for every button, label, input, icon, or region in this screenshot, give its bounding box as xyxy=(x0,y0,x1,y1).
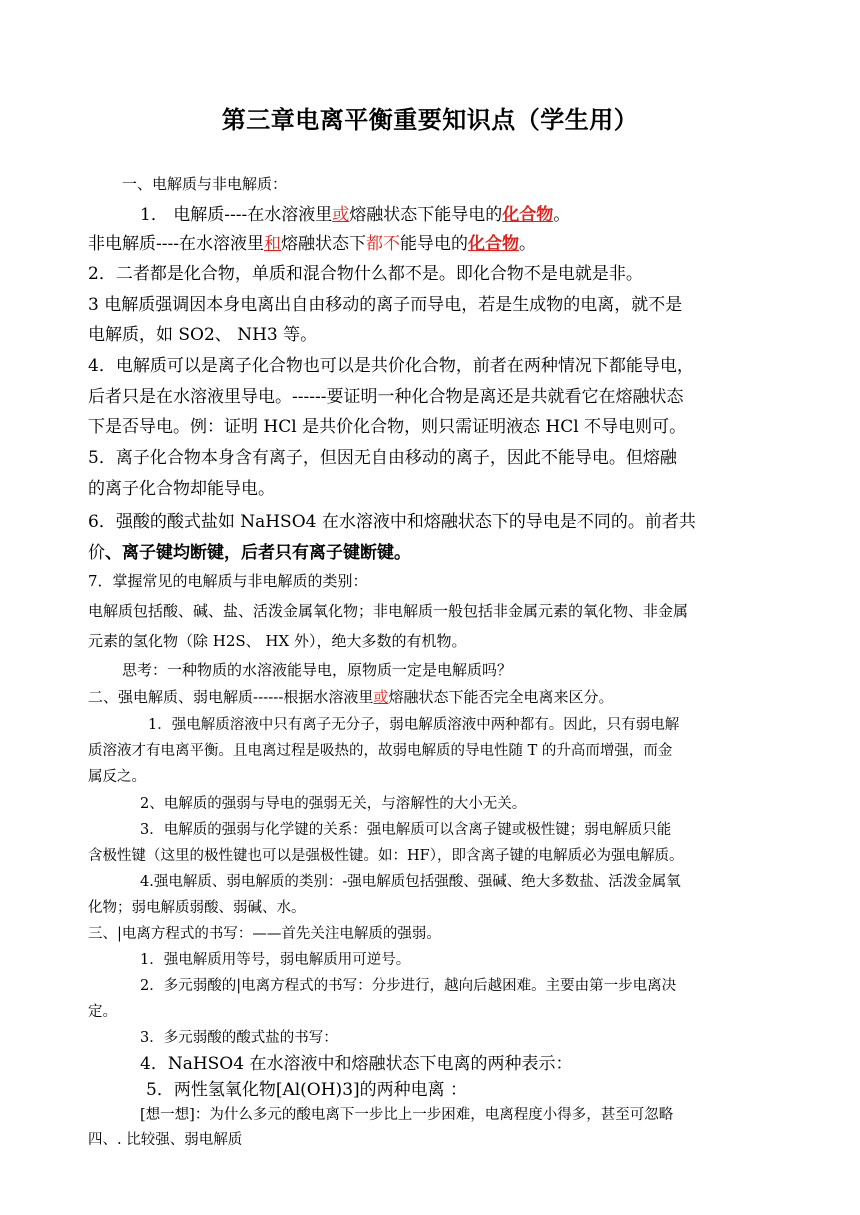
s1-p1-part-c: 熔融状态下能导电的 xyxy=(349,205,503,225)
s3-point-4: 4．NaHSO4 在水溶液中和熔融状态下电离的两种表示： xyxy=(140,1054,573,1074)
s2-point-4-line-2: 化物；弱电解质弱酸、弱碱、水。 xyxy=(88,900,306,916)
s2-point-1-line-3: 属反之。 xyxy=(88,769,146,785)
s3-point-5: 5．两性氢氧化物[Al(OH)3]的两种电离 ： xyxy=(146,1080,468,1100)
s3-point-1: 1．强电解质用等号，弱电解质用可逆号。 xyxy=(140,952,411,968)
s3-think: [想一想]：为什么多元的酸电离下一步比上一步困难，电离程度小得多，甚至可忽略 xyxy=(140,1107,674,1123)
s1-point-4-line-1: 4．电解质可以是离子化合物也可以是共价化合物，前者在两种情况下都能导电， xyxy=(88,356,694,376)
s2-heading-part-a: 二、强电解质、弱电解质------根据水溶液里 xyxy=(88,688,374,706)
page-title: 第三章电离平衡重要知识点（学生用） xyxy=(221,106,639,134)
s2-point-2: 2、电解质的强弱与导电的强弱无关，与溶解性的大小无关。 xyxy=(140,796,527,812)
s1-point-1 xyxy=(140,200,570,225)
s1-think: 思考：一种物质的水溶液能导电，原物质一定是电解质吗？ xyxy=(122,661,513,679)
s2-point-3-line-1: 3．电解质的强弱与化学键的关系：强电解质可以含离子键或极性键；弱电解质只能 xyxy=(140,822,672,838)
s2-heading-or: 或 xyxy=(373,688,389,706)
s1-point-6-line-1: 6．强酸的酸式盐如 NaHSO4 在水溶液中和熔融状态下的导电是不同的。前者共 xyxy=(88,512,696,532)
s1-p1b-compound: 化合物 xyxy=(467,234,519,254)
s1-p1b-neither: 都不 xyxy=(365,234,400,254)
s1-p1-part-a: 1． 电解质----在水溶液里 xyxy=(140,205,333,225)
s1-point-5-line-1: 5．离子化合物本身含有离子，但因无自由移动的离子，因此不能导电。但熔融 xyxy=(88,448,677,468)
s1-p1-end: 。 xyxy=(553,205,571,225)
s1-point-2: 2．二者都是化合物，单质和混合物什么都不是。即化合物不是电就是非。 xyxy=(88,264,643,284)
s3-point-2-line-2: 定。 xyxy=(88,1004,117,1020)
s1-p1-or: 或 xyxy=(332,205,350,225)
s1-p6-part-b: 、离子键均断键，后者只有离子键断键。 xyxy=(105,543,411,563)
s2-point-4-line-1: 4.强电解质、弱电解质的类别：-强电解质包括强酸、强碱、绝大多数盐、活泼金属氧 xyxy=(140,874,681,890)
section-4-heading: 四、. 比较强、弱电解质 xyxy=(88,1132,243,1148)
s3-point-2-line-1: 2．多元弱酸的|电离方程式的书写：分步进行，越向后越困难。主要由第一步电离决 xyxy=(140,978,677,994)
s1-p1b-end: 。 xyxy=(518,234,536,254)
s1-point-6-line-2 xyxy=(88,538,411,563)
s1-p1b-part-c: 熔融状态下 xyxy=(280,234,366,254)
s1-p1-compound: 化合物 xyxy=(502,205,554,225)
section-1-heading: 一、电解质与非电解质： xyxy=(122,175,288,193)
s1-point-4-line-2: 后者只是在水溶液里导电。------要证明一种化合物是离还是共就看它在熔融状态 xyxy=(88,387,684,407)
s1-p1b-part-e: 能导电的 xyxy=(399,234,468,254)
s2-point-3-line-2: 含极性键（这里的极性键也可以是强极性键。如：HF），即含离子键的电解质必为强电解质。 xyxy=(88,848,684,864)
s2-point-1-line-2: 质溶液才有电离平衡。且电离过程是吸热的，故弱电解质的导电性随 T 的升高而增强，而金 xyxy=(88,743,673,759)
s1-point-7-line-a: 电解质包括酸、碱、盐、活泼金属氧化物；非电解质一般包括非金属元素的氧化物、非金属 xyxy=(88,602,689,620)
s1-p1b-and: 和 xyxy=(263,234,281,254)
section-2-heading xyxy=(88,686,613,707)
s1-p6-part-a: 价 xyxy=(88,543,105,563)
s1-p1b-part-a: 非电解质----在水溶液里 xyxy=(88,234,264,254)
s1-point-1b xyxy=(88,229,536,254)
s1-point-4-line-3: 下是否导电。例：证明 HCl 是共价化合物，则只需证明液态 HCl 不导电则可。 xyxy=(88,417,687,437)
s2-heading-part-c: 熔融状态下能否完全电离来区分。 xyxy=(388,688,614,706)
s1-point-3-line-1: 3 电解质强调因本身电离出自由移动的离子而导电，若是生成物的电离，就不是 xyxy=(88,295,683,315)
s1-point-5-line-2: 的离子化合物却能导电。 xyxy=(88,479,275,499)
section-3-heading: 三、|电离方程式的书写：——首先关注电解质的强弱。 xyxy=(88,926,441,942)
s3-point-3: 3．多元弱酸的酸式盐的书写： xyxy=(140,1030,338,1046)
s1-point-3-line-2: 电解质，如 SO2、 NH3 等。 xyxy=(88,325,318,345)
s1-point-7: 7．掌握常见的电解质与非电解质的类别： xyxy=(88,572,368,590)
s1-point-7-line-b: 元素的氢化物（除 H2S、 HX 外），绝大多数的有机物。 xyxy=(88,632,467,650)
s2-point-1-line-1: 1．强电解质溶液中只有离子无分子，弱电解质溶液中两种都有。因此，只有弱电解 xyxy=(148,717,680,733)
